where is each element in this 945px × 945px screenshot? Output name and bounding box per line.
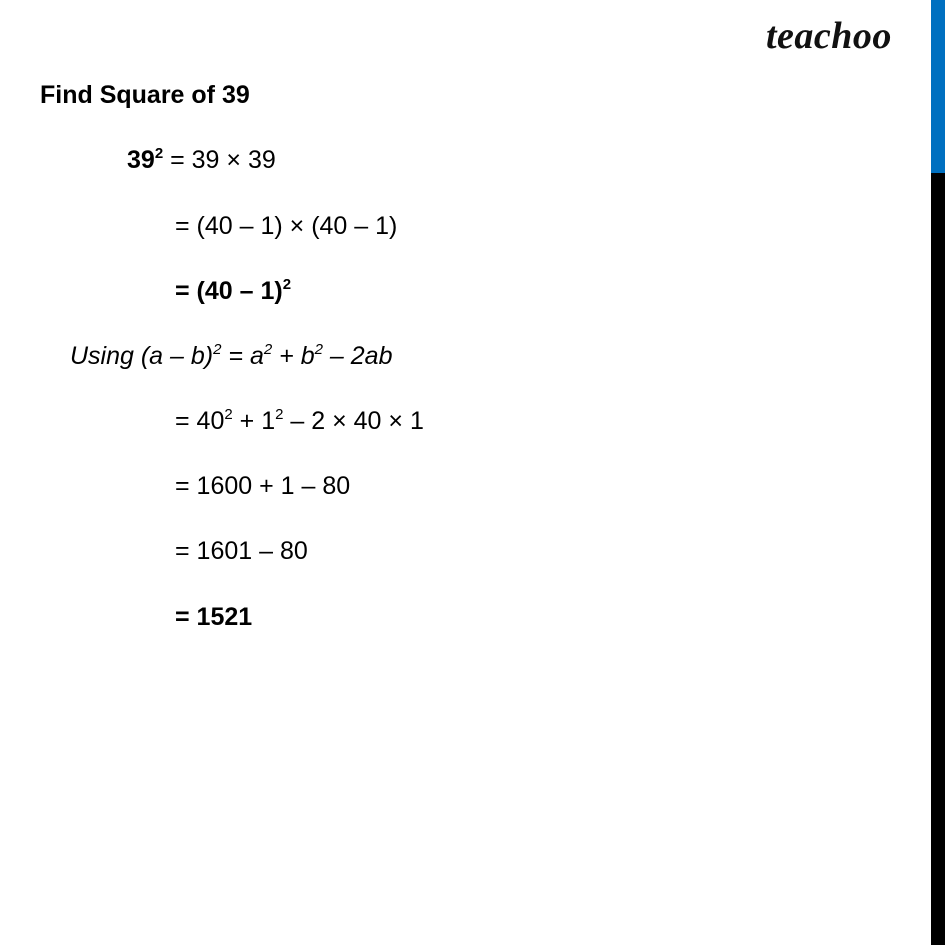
identity-part-2: = a: [221, 342, 264, 370]
identity-exp-2: 2: [263, 341, 273, 358]
identity-part-1: Using (a – b): [70, 342, 214, 370]
step-line-7: = 1601 – 80: [175, 537, 308, 565]
identity-part-4: – 2ab: [322, 342, 393, 370]
step-line-1: [127, 145, 276, 175]
step-5-exp-2: 2: [275, 406, 284, 423]
step-1-exponent: 2: [154, 145, 164, 162]
step-5-part-2: + 1: [232, 407, 276, 435]
step-5-part-1: = 40: [175, 407, 225, 435]
question-heading: Find Square of 39: [40, 81, 250, 109]
step-5-exp-1: 2: [224, 406, 233, 423]
step-1-base: 39: [127, 146, 155, 174]
step-3-text: = (40 – 1): [175, 277, 283, 305]
sidebar-accent: [931, 0, 945, 173]
identity-exp-1: 2: [213, 341, 222, 358]
step-3-exponent: 2: [282, 276, 292, 293]
step-line-5: [175, 406, 424, 436]
identity-part-3: + b: [272, 342, 315, 370]
identity-line: [70, 341, 392, 371]
step-5-part-3: – 2 × 40 × 1: [283, 407, 424, 435]
final-answer: = 1521: [175, 603, 253, 631]
identity-exp-3: 2: [314, 341, 323, 358]
right-sidebar-bar: [931, 0, 945, 945]
step-line-2: = (40 – 1) × (40 – 1): [175, 212, 398, 240]
step-line-3: [175, 276, 291, 306]
teachoo-logo: teachoo: [766, 15, 892, 57]
step-line-6: = 1600 + 1 – 80: [175, 472, 351, 500]
step-1-rest: = 39 × 39: [163, 146, 276, 174]
